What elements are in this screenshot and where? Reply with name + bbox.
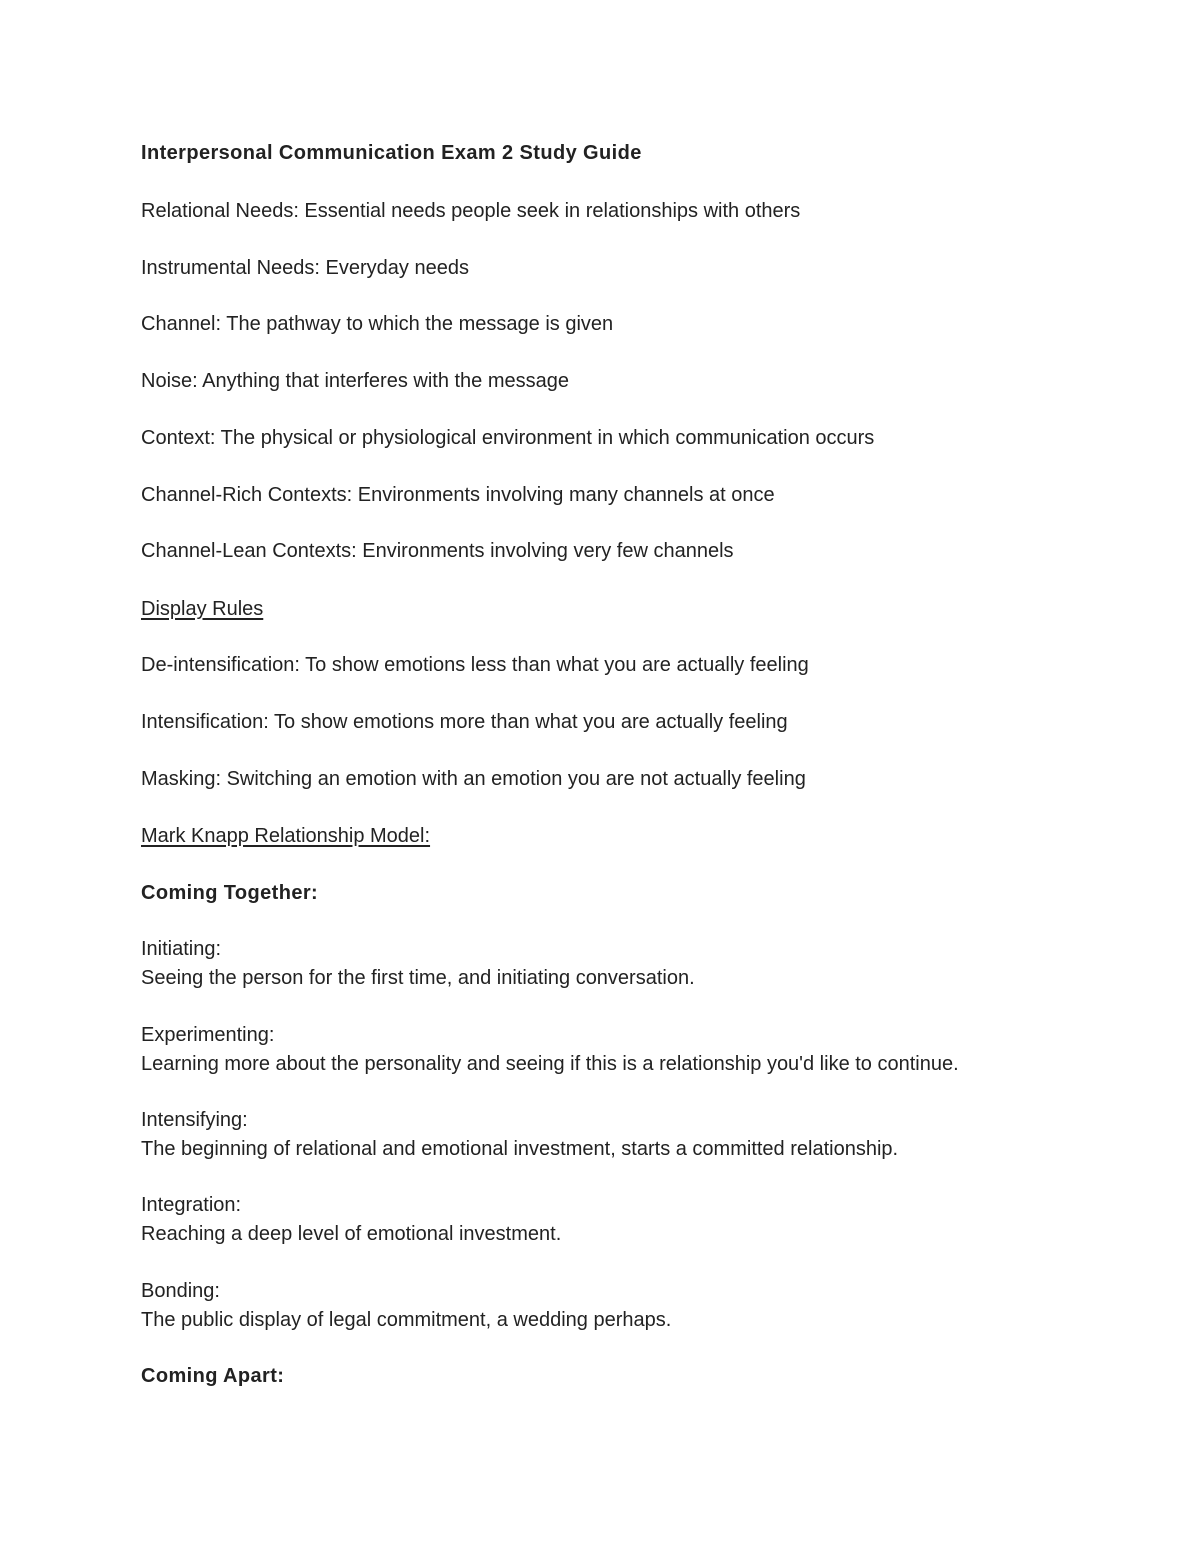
definition-instrumental-needs: Instrumental Needs: Everyday needs bbox=[141, 257, 469, 279]
stage-experimenting-desc: Learning more about the personality and seeing if this is a relationship you'd like to continue. bbox=[141, 1053, 959, 1075]
display-rule-deintensification: De-intensification: To show emotions less than what you are actually feeling bbox=[141, 654, 809, 676]
definition-channel: Channel: The pathway to which the message is given bbox=[141, 313, 614, 335]
definition-channel-lean-contexts: Channel-Lean Contexts: Environments involving very few channels bbox=[141, 540, 734, 562]
stage-initiating-name: Initiating: bbox=[141, 938, 222, 960]
stage-bonding-desc: The public display of legal commitment, a wedding perhaps. bbox=[141, 1309, 672, 1331]
knapp-model-heading: Mark Knapp Relationship Model: bbox=[141, 825, 431, 847]
display-rule-intensification: Intensification: To show emotions more than what you are actually feeling bbox=[141, 711, 788, 733]
coming-apart-heading: Coming Apart: bbox=[141, 1365, 285, 1387]
coming-together-heading: Coming Together: bbox=[141, 882, 319, 904]
stage-bonding-name: Bonding: bbox=[141, 1280, 220, 1302]
stage-integration-name: Integration: bbox=[141, 1194, 242, 1216]
stage-intensifying-desc: The beginning of relational and emotional investment, starts a committed relationship. bbox=[141, 1138, 899, 1160]
definition-noise: Noise: Anything that interferes with the message bbox=[141, 370, 570, 392]
definition-channel-rich-contexts: Channel-Rich Contexts: Environments involving many channels at once bbox=[141, 484, 775, 506]
stage-initiating-desc: Seeing the person for the first time, and initiating conversation. bbox=[141, 967, 695, 989]
stage-experimenting-name: Experimenting: bbox=[141, 1024, 275, 1046]
stage-intensifying-name: Intensifying: bbox=[141, 1109, 248, 1131]
definition-relational-needs: Relational Needs: Essential needs people seek in relationships with others bbox=[141, 200, 801, 222]
stage-integration-desc: Reaching a deep level of emotional investment. bbox=[141, 1223, 562, 1245]
definition-context: Context: The physical or physiological environment in which communication occurs bbox=[141, 427, 875, 449]
display-rules-heading: Display Rules bbox=[141, 598, 264, 620]
display-rule-masking: Masking: Switching an emotion with an emotion you are not actually feeling bbox=[141, 768, 806, 790]
document-title: Interpersonal Communication Exam 2 Study Guide bbox=[141, 142, 642, 164]
